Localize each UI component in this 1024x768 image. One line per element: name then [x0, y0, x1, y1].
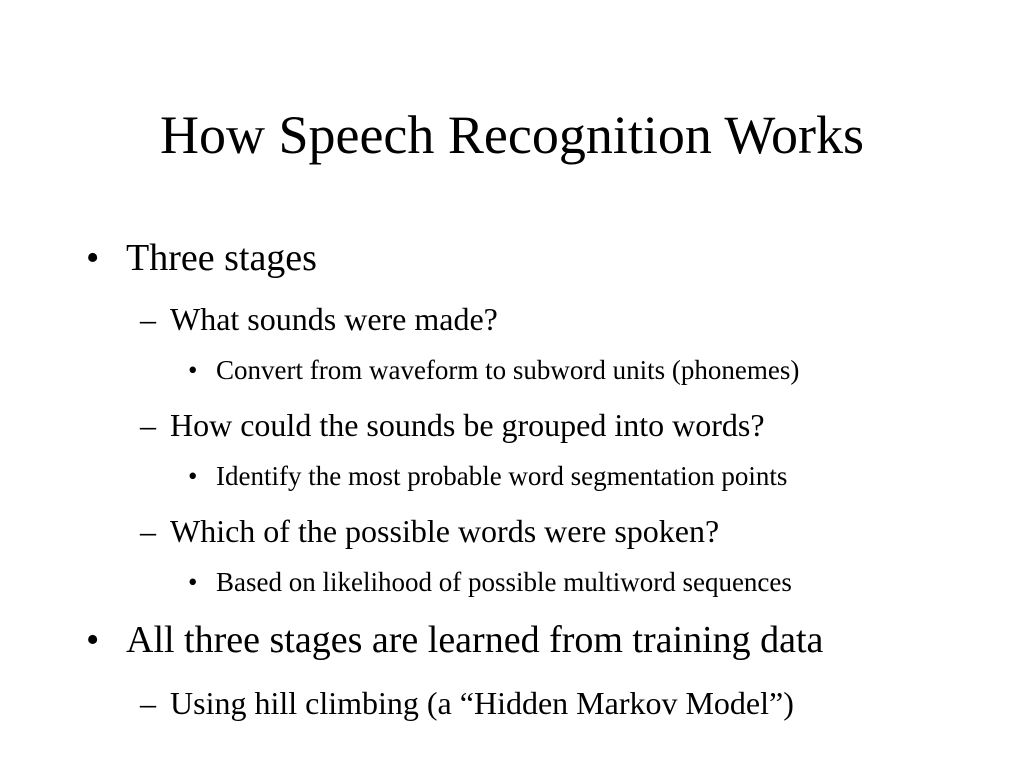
- dash-marker: –: [140, 407, 156, 443]
- dash-marker: –: [140, 685, 156, 721]
- sub-bullet-text: What sounds were made?: [170, 301, 498, 337]
- sub-bullet-text: Using hill climbing (a “Hidden Markov Model”): [170, 685, 794, 721]
- bullet-marker: •: [188, 461, 198, 491]
- bullet-marker: •: [86, 237, 100, 279]
- sub-sub-bullet-text: Convert from waveform to subword units (phonemes): [216, 355, 800, 385]
- bullet-marker: •: [86, 619, 100, 661]
- dash-marker: –: [140, 513, 156, 549]
- sub-bullet-text: How could the sounds be grouped into words?: [170, 407, 765, 443]
- dash-marker: –: [140, 301, 156, 337]
- sub-sub-bullet-text: Identify the most probable word segmentation points: [216, 461, 788, 491]
- bullet-text: All three stages are learned from training data: [126, 619, 824, 661]
- bullet-marker: •: [188, 567, 198, 597]
- bullet-text: Three stages: [126, 237, 317, 279]
- sub-bullet-text: Which of the possible words were spoken?: [170, 513, 720, 549]
- slide-title: How Speech Recognition Works: [159, 105, 865, 165]
- bullet-marker: •: [188, 355, 198, 385]
- sub-sub-bullet-text: Based on likelihood of possible multiword sequences: [216, 567, 792, 597]
